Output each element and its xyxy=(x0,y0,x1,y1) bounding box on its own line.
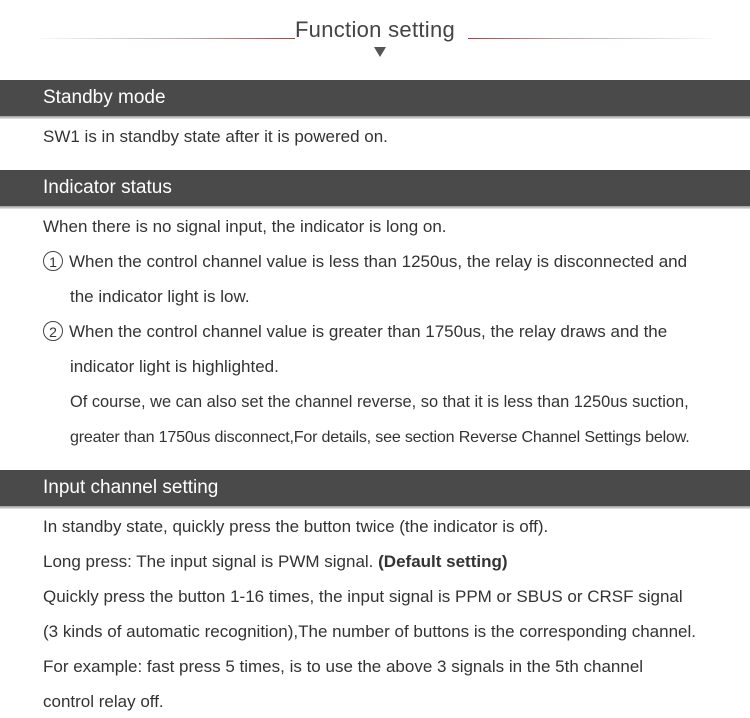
title-divider-right xyxy=(468,38,713,39)
input-line-4: (3 kinds of automatic recognition),The number of buttons is the corresponding channel. xyxy=(43,622,696,641)
page-title: Function setting xyxy=(294,17,456,42)
input-channel-heading: Input channel setting xyxy=(43,477,219,498)
input-line-1: In standby state, quickly press the button twice (the indicator is off). xyxy=(43,517,549,536)
standby-mode-heading: Standby mode xyxy=(43,87,166,108)
input-line-6: control relay off. xyxy=(43,692,164,711)
default-setting-label: (Default setting) xyxy=(378,552,508,571)
input-channel-header xyxy=(0,470,750,506)
indicator-item-2-text: When the control channel value is greater than 1750us, the relay draws and the xyxy=(69,322,668,341)
indicator-note-1: Of course, we can also set the channel reverse, so that it is less than 1250us suction, xyxy=(70,393,689,411)
indicator-item-1-cont: the indicator light is low. xyxy=(70,287,250,306)
indicator-item-2 xyxy=(43,321,667,343)
indicator-status-header xyxy=(0,170,750,206)
indicator-item-1 xyxy=(43,251,687,273)
indicator-intro: When there is no signal input, the indicator is long on. xyxy=(43,217,447,236)
standby-text: SW1 is in standby state after it is powered on. xyxy=(43,127,388,146)
circled-number-2: 2 xyxy=(43,321,63,341)
indicator-status-heading: Indicator status xyxy=(43,177,172,198)
standby-mode-header xyxy=(0,80,750,116)
input-line-2-text: Long press: The input signal is PWM signal. xyxy=(43,552,379,571)
indicator-note-2: greater than 1750us disconnect,For details, see section Reverse Channel Settings below. xyxy=(70,428,690,446)
circled-number-1: 1 xyxy=(43,251,63,271)
triangle-down-icon xyxy=(374,47,386,57)
indicator-item-1-text: When the control channel value is less than 1250us, the relay is disconnected and xyxy=(69,252,688,271)
section-title xyxy=(0,0,750,70)
input-line-5: For example: fast press 5 times, is to use the above 3 signals in the 5th channel xyxy=(43,657,644,676)
input-line-3: Quickly press the button 1-16 times, the input signal is PPM or SBUS or CRSF signal xyxy=(43,587,683,606)
indicator-item-2-cont: indicator light is highlighted. xyxy=(70,357,279,376)
input-line-2 xyxy=(43,551,508,573)
